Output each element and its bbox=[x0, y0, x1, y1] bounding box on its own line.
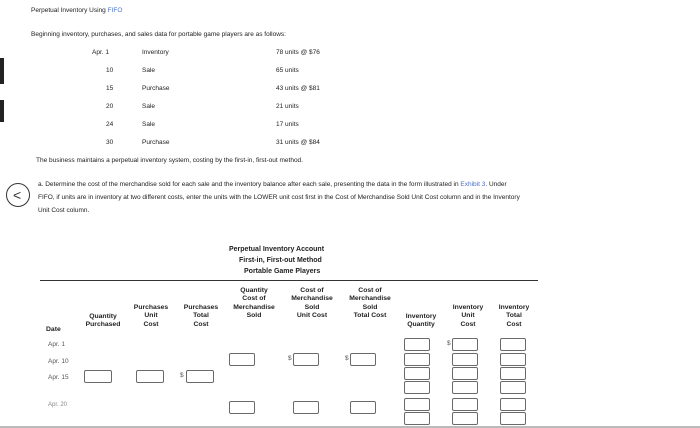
prev-button[interactable] bbox=[6, 183, 30, 207]
cms-total-cost-input[interactable] bbox=[350, 401, 376, 414]
col-header-date: Date bbox=[46, 326, 61, 333]
txn-qty: 78 units @ $76 bbox=[276, 49, 320, 56]
qty-purchased-input[interactable] bbox=[84, 370, 112, 383]
txn-date: 24 bbox=[106, 121, 114, 128]
txn-qty: 17 units bbox=[276, 121, 299, 128]
purchases-unit-cost-input[interactable] bbox=[136, 370, 164, 383]
left-edge-bar bbox=[0, 58, 4, 84]
account-method: First-in, First-out Method bbox=[239, 257, 322, 264]
txn-date: 30 bbox=[106, 139, 114, 146]
inv-total-cost-input[interactable] bbox=[500, 367, 526, 380]
txn-desc: Sale bbox=[142, 103, 156, 110]
txn-desc: Inventory bbox=[142, 49, 169, 56]
currency-symbol: $ bbox=[345, 355, 349, 362]
txn-desc: Purchase bbox=[142, 139, 170, 146]
inv-total-cost-input[interactable] bbox=[500, 353, 526, 366]
cms-total-cost-input[interactable] bbox=[350, 353, 376, 366]
cms-qty-input[interactable] bbox=[229, 401, 255, 414]
txn-qty: 65 units bbox=[276, 67, 299, 74]
inv-unit-cost-input[interactable] bbox=[452, 338, 478, 351]
txn-date: 20 bbox=[106, 103, 114, 110]
row-date: Apr. 10 bbox=[48, 358, 69, 365]
txn-date: 15 bbox=[106, 85, 114, 92]
exhibit-link[interactable]: Exhibit 3 bbox=[460, 181, 486, 188]
col-header-qty-cms: Quantity Cost of Merchandise Sold bbox=[233, 287, 275, 320]
txn-qty: 43 units @ $81 bbox=[276, 85, 320, 92]
question-line-2: FIFO, if units are in inventory at two different costs, enter the units with the LOWER unit cost first in the Cost of Merchandise Sold Unit Cost column and in the Inventory bbox=[38, 194, 520, 201]
inv-qty-input[interactable] bbox=[404, 412, 430, 425]
col-header-qty-purchased: Quantity Purchased bbox=[85, 313, 121, 329]
txn-qty: 31 units @ $84 bbox=[276, 139, 320, 146]
method-note: The business maintains a perpetual inventory system, costing by the first-in, first-out method. bbox=[36, 157, 303, 164]
inv-unit-cost-input[interactable] bbox=[452, 381, 478, 394]
currency-symbol: $ bbox=[180, 372, 184, 379]
inv-qty-input[interactable] bbox=[404, 398, 430, 411]
inv-total-cost-input[interactable] bbox=[500, 381, 526, 394]
currency-symbol: $ bbox=[288, 355, 292, 362]
row-date: Apr. 20 bbox=[48, 402, 68, 408]
inv-unit-cost-input[interactable] bbox=[452, 398, 478, 411]
account-item: Portable Game Players bbox=[244, 268, 321, 275]
left-edge-bar bbox=[0, 100, 4, 122]
inv-total-cost-input[interactable] bbox=[500, 412, 526, 425]
inv-qty-input[interactable] bbox=[404, 367, 430, 380]
page-title: Perpetual Inventory Using FIFO bbox=[31, 7, 123, 14]
inv-total-cost-input[interactable] bbox=[500, 398, 526, 411]
txn-desc: Sale bbox=[142, 121, 156, 128]
col-header-purchases-total-cost: Purchases Total Cost bbox=[183, 304, 219, 328]
inv-total-cost-input[interactable] bbox=[500, 338, 526, 351]
col-header-cms-unit-cost: Cost of Merchandise Sold Unit Cost bbox=[291, 287, 333, 320]
inv-qty-input[interactable] bbox=[404, 338, 430, 351]
txn-desc: Purchase bbox=[142, 85, 170, 92]
row-date: Apr. 1 bbox=[48, 341, 65, 348]
row-date: Apr. 15 bbox=[48, 374, 69, 381]
txn-date: Apr. 1 bbox=[92, 49, 109, 56]
col-header-inv-qty: Inventory Quantity bbox=[405, 313, 437, 329]
currency-symbol: $ bbox=[447, 340, 451, 347]
col-header-purchases-unit-cost: Purchases Unit Cost bbox=[133, 304, 169, 328]
txn-desc: Sale bbox=[142, 67, 156, 74]
intro-text: Beginning inventory, purchases, and sales data for portable game players are as follows: bbox=[31, 31, 286, 38]
account-title: Perpetual Inventory Account bbox=[229, 246, 325, 253]
inv-unit-cost-input[interactable] bbox=[452, 412, 478, 425]
txn-date: 10 bbox=[106, 67, 114, 74]
col-header-inv-total-cost: Inventory Total Cost bbox=[498, 304, 530, 328]
inv-unit-cost-input[interactable] bbox=[452, 353, 478, 366]
table-top-rule bbox=[40, 280, 538, 281]
chevron-left-icon: < bbox=[13, 187, 22, 203]
question-line-1: a. Determine the cost of the merchandise sold for each sale and the inventory balance after each sale, presenting the data in the form illustrated in Exhibit 3. Under bbox=[38, 181, 507, 188]
question-line-3: Unit Cost column. bbox=[38, 207, 90, 214]
col-header-cms-total-cost: Cost of Merchandise Sold Total Cost bbox=[349, 287, 391, 320]
col-header-inv-unit-cost: Inventory Unit Cost bbox=[452, 304, 484, 328]
cms-unit-cost-input[interactable] bbox=[293, 353, 319, 366]
cms-unit-cost-input[interactable] bbox=[293, 401, 319, 414]
inv-qty-input[interactable] bbox=[404, 353, 430, 366]
cms-qty-input[interactable] bbox=[229, 353, 255, 366]
txn-qty: 21 units bbox=[276, 103, 299, 110]
purchases-total-cost-input[interactable] bbox=[186, 370, 214, 383]
inv-qty-input[interactable] bbox=[404, 381, 430, 394]
inv-unit-cost-input[interactable] bbox=[452, 367, 478, 380]
